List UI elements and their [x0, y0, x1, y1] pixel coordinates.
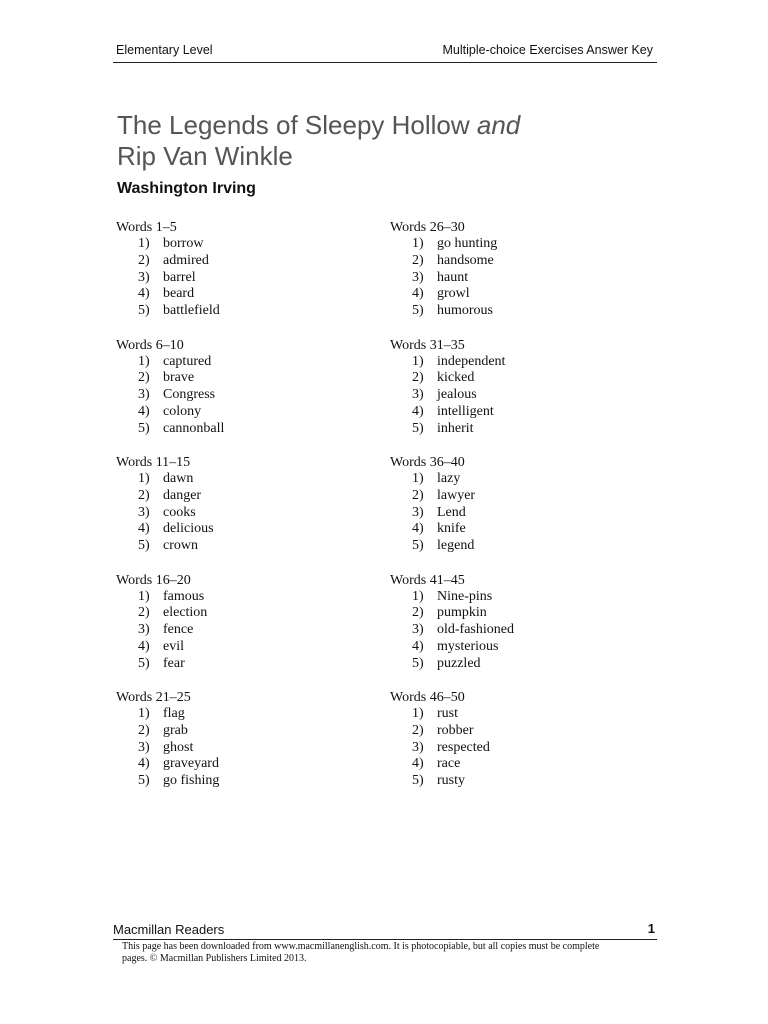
answer-word: cooks: [163, 504, 196, 520]
answer-word: dawn: [163, 471, 194, 486]
answer-item: [390, 589, 630, 606]
answer-item: [116, 589, 356, 606]
answer-item: [390, 387, 630, 404]
answer-number: 3): [138, 622, 150, 638]
word-group-title: Words 36–40: [390, 455, 465, 470]
word-group: [116, 337, 356, 455]
answer-item: [116, 538, 356, 555]
answer-number: 1): [412, 353, 424, 369]
answer-word: humorous: [437, 303, 493, 319]
answer-item: [116, 270, 356, 287]
answer-word: grab: [163, 722, 188, 738]
answer-word: election: [163, 605, 208, 621]
footer-brand: Macmillan Readers: [113, 922, 225, 937]
answer-item: [390, 521, 630, 538]
answer-number: 3): [412, 504, 424, 520]
word-group: [116, 572, 356, 690]
header-doc-type: Multiple-choice Exercises Answer Key: [442, 43, 653, 57]
answer-number: 2): [412, 605, 424, 621]
answers-left-column: [116, 219, 356, 807]
answer-number: 3): [138, 504, 150, 520]
answer-item: [116, 605, 356, 622]
answer-word: lazy: [437, 471, 461, 486]
answer-number: 4): [138, 403, 150, 419]
answer-number: 5): [138, 303, 150, 319]
answer-number: 4): [412, 521, 424, 537]
header-level: Elementary Level: [116, 43, 213, 57]
answers-right-column: [390, 219, 630, 807]
answer-item: [116, 370, 356, 387]
answer-number: 3): [138, 387, 150, 403]
copyright-note: This page has been downloaded from www.macmillanenglish.com. It is photocopiable, but all copies must be complete pages. © Macmillan Publishers Limited 2013.: [122, 941, 600, 964]
answer-number: 4): [412, 756, 424, 772]
answer-number: 4): [412, 403, 424, 419]
answer-number: 3): [138, 269, 150, 285]
answer-item: [116, 656, 356, 673]
answer-number: 3): [412, 622, 424, 638]
word-group: [390, 454, 630, 572]
answer-item: [390, 773, 630, 790]
answer-word: race: [437, 756, 461, 772]
answer-word: rusty: [437, 773, 465, 789]
answer-word: ghost: [163, 739, 194, 755]
answer-word: fence: [163, 622, 194, 638]
answer-item: [390, 354, 630, 371]
answer-number: 2): [138, 487, 150, 503]
answer-word: colony: [163, 403, 202, 419]
answer-word: rust: [437, 706, 458, 721]
answer-item: [390, 656, 630, 673]
answer-item: [390, 723, 630, 740]
answer-item: [390, 404, 630, 421]
answer-number: 3): [412, 387, 424, 403]
word-group-title: Words 26–30: [390, 220, 465, 235]
answer-item: [116, 471, 356, 488]
answer-word: growl: [437, 286, 470, 302]
answer-word: kicked: [437, 370, 475, 386]
answer-number: 5): [412, 420, 424, 436]
answer-word: cannonball: [163, 420, 225, 436]
answer-number: 5): [412, 655, 424, 671]
answer-item: [390, 756, 630, 773]
word-group: [390, 219, 630, 337]
word-group-title: Words 1–5: [116, 220, 177, 235]
answer-word: barrel: [163, 269, 196, 285]
answer-word: fear: [163, 655, 185, 671]
answer-number: 4): [138, 756, 150, 772]
answer-number: 1): [412, 236, 424, 251]
answer-word: handsome: [437, 252, 494, 268]
answer-word: delicious: [163, 521, 214, 537]
answer-item: [116, 505, 356, 522]
answer-item: [116, 421, 356, 438]
page-title: [117, 110, 677, 172]
answer-word: danger: [163, 487, 202, 503]
answer-word: intelligent: [437, 403, 494, 419]
answer-item: [390, 421, 630, 438]
word-group: [390, 337, 630, 455]
answer-word: puzzled: [437, 655, 481, 671]
answer-number: 2): [412, 722, 424, 738]
answer-number: 1): [138, 471, 150, 486]
word-group-title: Words 11–15: [116, 455, 191, 470]
answer-item: [390, 471, 630, 488]
answer-item: [116, 404, 356, 421]
answer-word: graveyard: [163, 756, 219, 772]
answer-item: [390, 740, 630, 757]
answer-number: 1): [138, 706, 150, 721]
answer-number: 4): [412, 638, 424, 654]
footer-divider: [113, 939, 657, 940]
answer-item: [390, 253, 630, 270]
answer-number: 5): [138, 655, 150, 671]
answer-item: [390, 639, 630, 656]
answer-word: lawyer: [437, 487, 476, 503]
title-part1: The Legends of Sleepy Hollow: [117, 110, 477, 140]
answer-number: 5): [412, 773, 424, 789]
answer-item: [116, 488, 356, 505]
answer-item: [116, 706, 356, 723]
answer-item: [116, 622, 356, 639]
answer-item: [116, 387, 356, 404]
answer-word: famous: [163, 588, 205, 604]
answer-word: Congress: [163, 387, 216, 403]
answer-number: 1): [138, 236, 150, 251]
answer-number: 5): [412, 303, 424, 319]
answer-item: [116, 253, 356, 270]
answer-item: [390, 236, 630, 253]
answer-item: [390, 622, 630, 639]
title-part2: and: [476, 110, 521, 140]
answer-number: 4): [412, 286, 424, 302]
answer-item: [116, 756, 356, 773]
title-part3: Rip Van Winkle: [117, 141, 293, 171]
answer-item: [390, 505, 630, 522]
answer-item: [390, 538, 630, 555]
answer-item: [390, 370, 630, 387]
answer-item: [116, 773, 356, 790]
answer-word: flag: [163, 706, 185, 721]
answer-word: inherit: [437, 420, 474, 436]
answer-number: 5): [412, 538, 424, 554]
word-group-title: Words 6–10: [116, 337, 184, 353]
answer-word: mysterious: [437, 638, 499, 654]
answer-word: respected: [437, 739, 490, 755]
answer-item: [390, 303, 630, 320]
answer-number: 3): [412, 269, 424, 285]
word-group: [116, 454, 356, 572]
answer-word: battlefield: [163, 303, 220, 319]
answer-item: [390, 706, 630, 723]
author-name: Washington Irving: [117, 180, 256, 197]
answer-word: beard: [163, 286, 195, 302]
answer-number: 1): [412, 471, 424, 486]
answer-item: [390, 286, 630, 303]
answer-item: [116, 354, 356, 371]
answer-word: evil: [163, 638, 184, 654]
answer-number: 3): [412, 739, 424, 755]
answer-word: haunt: [437, 269, 469, 285]
answer-word: crown: [163, 538, 198, 554]
answer-number: 1): [138, 588, 150, 604]
answer-word: old-fashioned: [437, 622, 514, 638]
answer-number: 5): [138, 538, 150, 554]
answer-word: admired: [163, 252, 209, 268]
answer-word: legend: [437, 538, 475, 554]
word-group: [390, 572, 630, 690]
answer-number: 2): [138, 252, 150, 268]
answer-number: 1): [138, 353, 150, 369]
answer-item: [116, 236, 356, 253]
header-divider: [113, 62, 657, 63]
answer-number: 1): [412, 588, 424, 604]
answer-number: 2): [138, 722, 150, 738]
answer-number: 2): [412, 487, 424, 503]
answer-number: 5): [138, 420, 150, 436]
word-group: [116, 689, 356, 807]
word-group-title: Words 16–20: [116, 572, 191, 588]
answer-item: [390, 605, 630, 622]
answer-number: 4): [138, 286, 150, 302]
word-group-title: Words 31–35: [390, 337, 465, 353]
answer-item: [390, 488, 630, 505]
answer-item: [116, 723, 356, 740]
answer-word: pumpkin: [437, 605, 487, 621]
answer-item: [116, 286, 356, 303]
answer-number: 5): [138, 773, 150, 789]
answer-number: 3): [138, 739, 150, 755]
answer-word: go hunting: [437, 236, 498, 251]
word-group-title: Words 21–25: [116, 690, 191, 705]
answer-item: [116, 303, 356, 320]
answer-number: 2): [138, 370, 150, 386]
answer-word: brave: [163, 370, 195, 386]
answer-number: 2): [412, 370, 424, 386]
answer-number: 1): [412, 706, 424, 721]
answer-item: [116, 740, 356, 757]
answer-word: Nine-pins: [437, 588, 493, 604]
answer-word: go fishing: [163, 773, 220, 789]
word-group: [116, 219, 356, 337]
answer-word: jealous: [437, 387, 477, 403]
answer-word: knife: [437, 521, 466, 537]
page-number: 1: [647, 921, 655, 936]
answer-item: [390, 270, 630, 287]
word-group-title: Words 41–45: [390, 572, 465, 588]
answer-word: Lend: [437, 504, 466, 520]
answer-number: 2): [412, 252, 424, 268]
answer-word: robber: [437, 722, 474, 738]
answer-item: [116, 521, 356, 538]
answer-word: captured: [163, 353, 212, 369]
answer-number: 4): [138, 638, 150, 654]
answer-word: borrow: [163, 236, 204, 251]
answer-number: 2): [138, 605, 150, 621]
answer-number: 4): [138, 521, 150, 537]
page-header: [113, 43, 657, 61]
word-group: [390, 689, 630, 807]
word-group-title: Words 46–50: [390, 690, 465, 705]
answer-word: independent: [437, 353, 506, 369]
answer-item: [116, 639, 356, 656]
